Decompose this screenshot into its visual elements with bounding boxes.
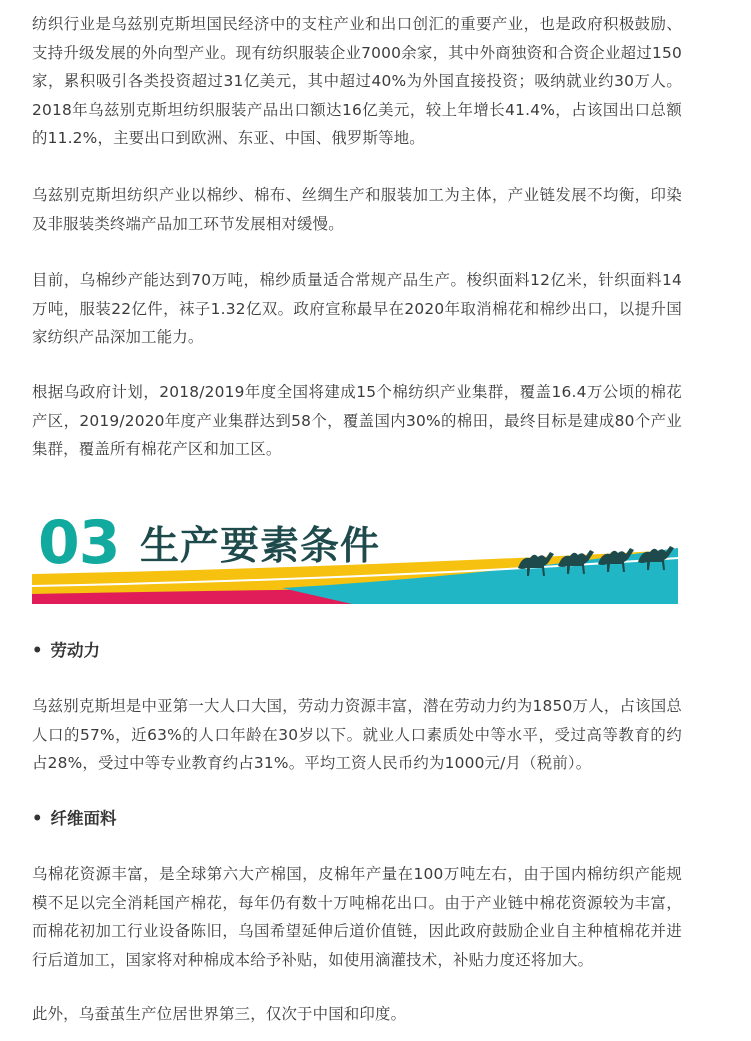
paragraph-industry-structure: 乌兹别克斯坦纺织产业以棉纱、棉布、丝绸生产和服装加工为主体，产业链发展不均衡，印染及非服装类终端产品加工环节发展相对缓慢。 [32, 186, 682, 233]
heading-fiber [32, 806, 117, 832]
bullet-icon: • [32, 809, 43, 828]
heading-fiber-label: 纤维面料 [50, 809, 117, 828]
paragraph-cluster-plan: 根据乌政府计划，2018/2019年度全国将建成15个棉纺织产业集群，覆盖16.4万公顷的棉花产区，2019/2020年度产业集群达到58个，覆盖国内30%的棉田，最终目标是建成80个产业集群，覆盖所有棉花产区和加工区。 [32, 383, 682, 458]
camel-icon [558, 550, 594, 574]
camel-icon [518, 552, 554, 576]
paragraph-textile-overview: 纺织行业是乌兹别克斯坦国民经济中的支柱产业和出口创汇的重要产业，也是政府积极鼓励、支持升级发展的外向型产业。现有纺织服装企业7000余家，其中外商独资和合资企业超过150家，累积吸引各类投资超过31亿美元，其中超过40%为外国直接投资；吸纳就业约30万人。2018年乌兹别克斯坦纺织服装产品出口额达16亿美元，较上年增长41.4%，占该国出口总额的11.2%，主要出口到欧洲、东亚、中国、俄罗斯等地。 [32, 15, 682, 147]
camel-caravan-icon [516, 542, 686, 582]
bullet-icon: • [32, 641, 43, 660]
camel-icon [638, 546, 674, 570]
paragraph-production-capacity: 目前，乌棉纱产能达到70万吨，棉纱质量适合常规产品生产。梭织面料12亿米，针织面料14万吨，服装22亿件，袜子1.32亿双。政府宣称最早在2020年取消棉花和棉纱出口，以提升国家纺织产品深加工能力。 [32, 271, 682, 346]
section-number: 03 [38, 508, 120, 578]
camel-icon [598, 548, 634, 572]
section-banner [32, 508, 678, 604]
heading-labor-label: 劳动力 [50, 641, 101, 660]
paragraph-labor: 乌兹别克斯坦是中亚第一大人口大国，劳动力资源丰富，潜在劳动力约为1850万人，占该国总人口的57%，近63%的人口年龄在30岁以下。就业人口素质处中等水平，受过高等教育的约占28%，受过中等专业教育约占31%。平均工资人民币约为1000元/月（税前）。 [32, 697, 682, 772]
section-title: 生产要素条件 [140, 524, 381, 569]
paragraph-fiber: 乌棉花资源丰富，是全球第六大产棉国，皮棉年产量在100万吨左右，由于国内棉纺织产能规模不足以完全消耗国产棉花，每年仍有数十万吨棉花出口。由于产业链中棉花资源较为丰富，而棉花初加工行业设备陈旧，乌国希望延伸后道价值链，因此政府鼓励企业自主种植棉花并进行后道加工，国家将对种棉成本给予补贴，如使用滴灌技术，补贴力度还将加大。 [32, 865, 682, 969]
heading-labor [32, 638, 100, 664]
paragraph-silk: 此外，乌蚕茧生产位居世界第三，仅次于中国和印度。 [32, 1005, 407, 1023]
